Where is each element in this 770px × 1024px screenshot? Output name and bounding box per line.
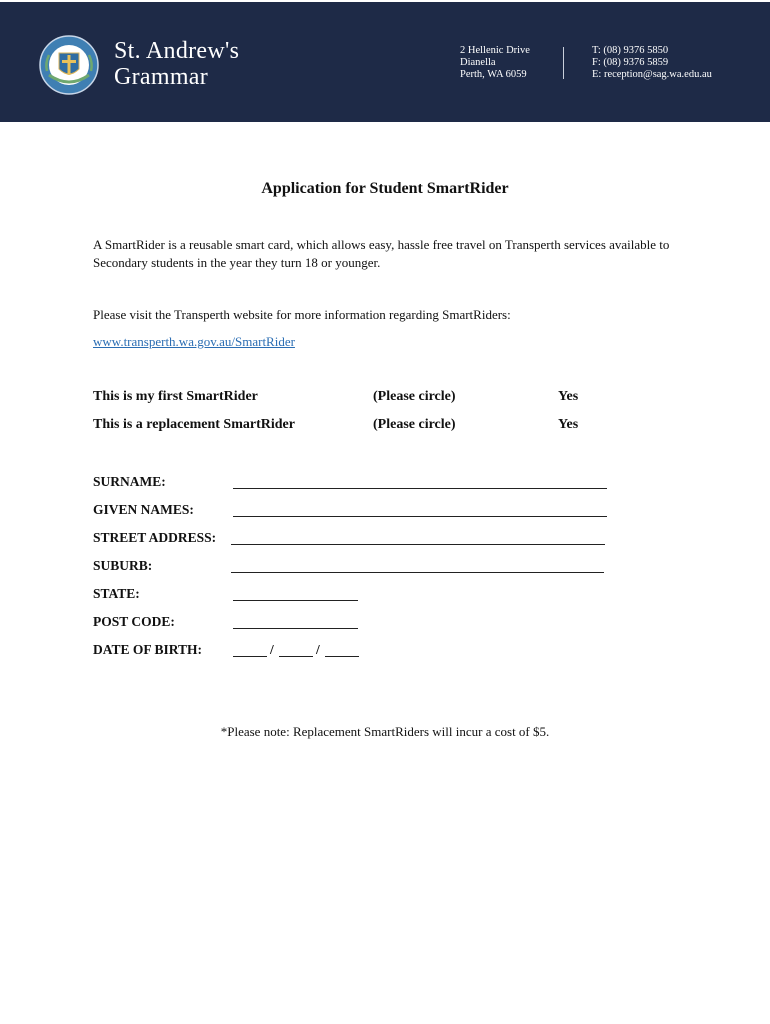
suburb-field: [93, 558, 613, 578]
school-name-line1: St. Andrew's: [114, 38, 240, 64]
surname-label: SURNAME:: [93, 474, 166, 489]
question-first-smartrider: [93, 389, 613, 409]
address-line: 2 Hellenic Drive: [460, 45, 530, 56]
given-names-input-line[interactable]: [233, 516, 607, 517]
phone-number: T: (08) 9376 5850: [592, 45, 669, 56]
date-of-birth-field: [93, 642, 393, 662]
answer-yes[interactable]: Yes: [558, 389, 579, 404]
street-address-input-line[interactable]: [231, 544, 605, 545]
address-line: Perth, WA 6059: [460, 69, 527, 80]
circle-instruction: (Please circle): [373, 389, 456, 404]
school-address: [460, 45, 530, 81]
school-name-line2: Grammar: [114, 64, 209, 90]
school-crest-logo: [37, 35, 101, 95]
dob-separator: /: [270, 642, 274, 657]
dob-month-input-line[interactable]: [279, 656, 313, 657]
school-contact: [592, 45, 712, 81]
surname-input-line[interactable]: [233, 488, 607, 489]
question-label: This is a replacement SmartRider: [93, 417, 295, 432]
transperth-link[interactable]: www.transperth.wa.gov.au/SmartRider: [93, 334, 295, 349]
given-names-field: [93, 502, 613, 522]
state-input-line[interactable]: [233, 600, 358, 601]
address-line: Dianella: [460, 57, 496, 68]
replacement-cost-note: *Please note: Replacement SmartRiders will incur a cost of $5.: [220, 724, 550, 739]
question-label: This is my first SmartRider: [93, 389, 258, 404]
street-address-field: [93, 530, 613, 550]
post-code-label: POST CODE:: [93, 614, 175, 629]
answer-yes[interactable]: Yes: [558, 417, 579, 432]
post-code-input-line[interactable]: [233, 628, 358, 629]
suburb-input-line[interactable]: [231, 572, 604, 573]
dob-year-input-line[interactable]: [325, 656, 359, 657]
state-label: STATE:: [93, 586, 140, 601]
school-name: [114, 38, 239, 90]
street-address-label: STREET ADDRESS:: [93, 530, 217, 545]
given-names-label: GIVEN NAMES:: [93, 502, 194, 517]
surname-field: [93, 474, 613, 494]
dob-day-input-line[interactable]: [233, 656, 267, 657]
state-field: [93, 586, 393, 606]
question-replacement-smartrider: [93, 417, 613, 437]
suburb-label: SUBURB:: [93, 558, 153, 573]
post-code-field: [93, 614, 393, 634]
letterhead-banner: [0, 2, 770, 122]
dob-separator: /: [316, 642, 320, 657]
fax-number: F: (08) 9376 5859: [592, 57, 669, 68]
circle-instruction: (Please circle): [373, 417, 456, 432]
visit-paragraph: Please visit the Transperth website for more information regarding SmartRiders:: [93, 307, 511, 322]
form-title: Application for Student SmartRider: [261, 180, 509, 197]
intro-paragraph: A SmartRider is a reusable smart card, which allows easy, hassle free travel on Transperth services available to Secondary students in the year they turn 18 or younger.: [93, 237, 670, 270]
email-address[interactable]: E: reception@sag.wa.edu.au: [592, 69, 712, 80]
date-of-birth-label: DATE OF BIRTH:: [93, 642, 203, 657]
header-divider: [563, 47, 564, 79]
